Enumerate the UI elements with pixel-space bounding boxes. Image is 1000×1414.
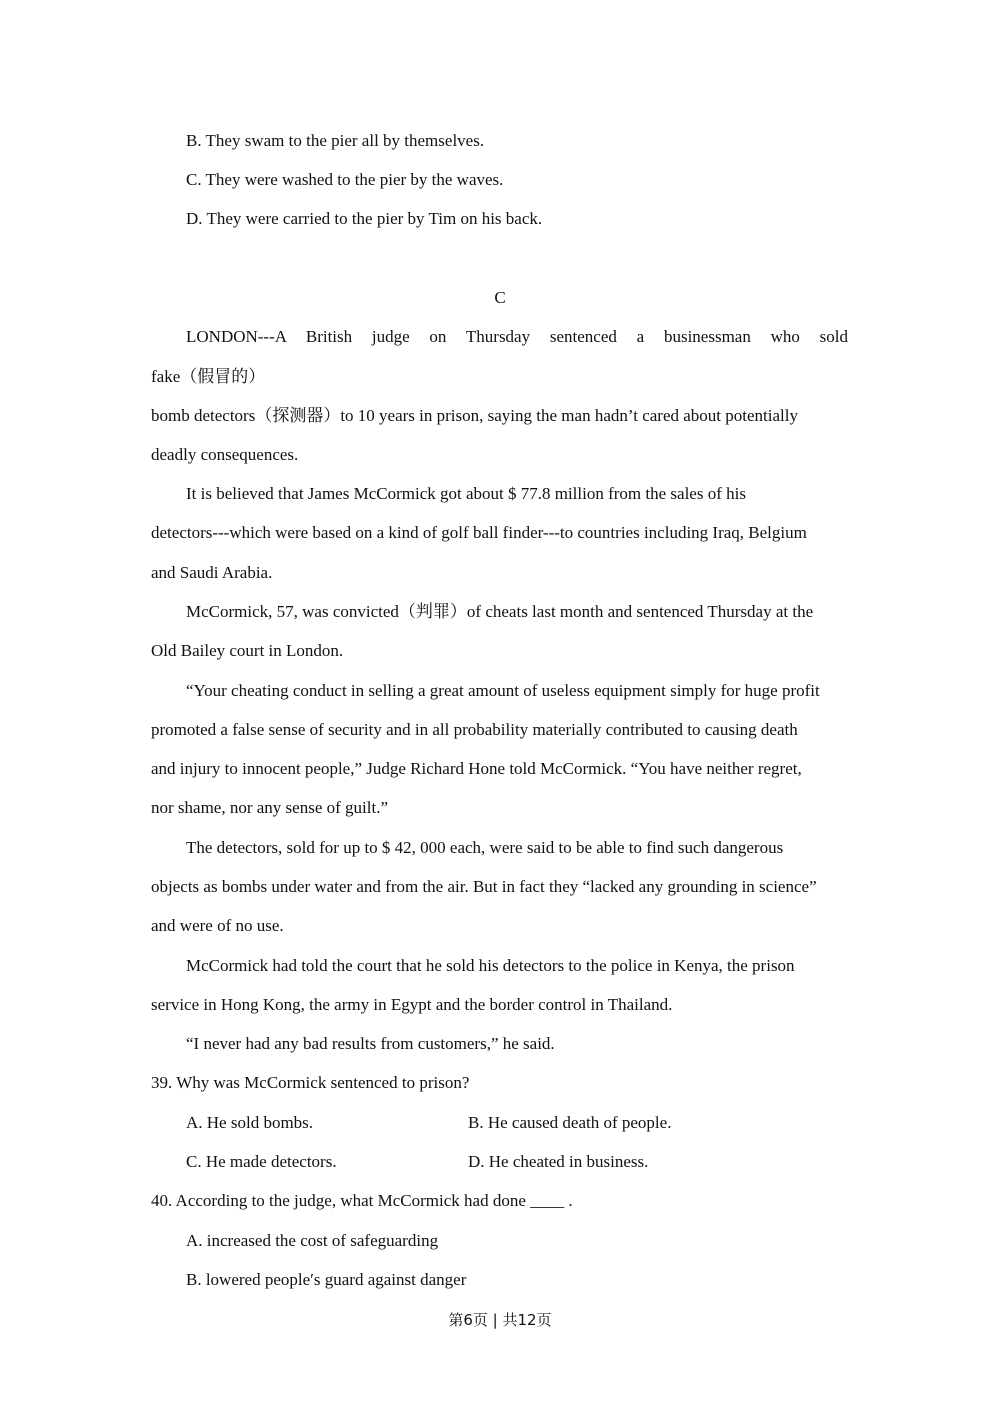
passage-p2-line1: It is believed that James McCormick got about $ 77.8 million from the sales of his bbox=[186, 484, 746, 503]
passage-p6-line2: service in Hong Kong, the army in Egypt and the border control in Thailand. bbox=[151, 995, 673, 1014]
q39-option-a: A. He sold bombs. bbox=[186, 1113, 314, 1132]
q38-option-b: B. They swam to the pier all by themselves. bbox=[186, 131, 485, 150]
q39-option-b: B. He caused death of people. bbox=[468, 1113, 672, 1132]
passage-p5-line2: objects as bombs under water and from the air. But in fact they “lacked any grounding in science” bbox=[151, 877, 817, 896]
q38-option-d: D. They were carried to the pier by Tim on his back. bbox=[186, 209, 543, 228]
passage-p4-line3: and injury to innocent people,” Judge Richard Hone told McCormick. “You have neither regret, bbox=[151, 759, 802, 778]
passage-p2-line2: detectors---which were based on a kind of golf ball finder---to countries including Iraq, Belgium bbox=[151, 523, 807, 542]
q39-stem: 39. Why was McCormick sentenced to prison? bbox=[151, 1073, 470, 1092]
passage-p2-line3: and Saudi Arabia. bbox=[151, 563, 273, 582]
passage-p4-line1: “Your cheating conduct in selling a great amount of useless equipment simply for huge profit bbox=[186, 681, 820, 700]
q40-option-b: B. lowered people′s guard against danger bbox=[186, 1270, 467, 1289]
q39-option-d: D. He cheated in business. bbox=[468, 1152, 649, 1171]
passage-p5-line3: and were of no use. bbox=[151, 916, 284, 935]
section-label: C bbox=[494, 288, 506, 307]
q40-stem: 40. According to the judge, what McCormick had done ____ . bbox=[151, 1191, 573, 1210]
passage-p4-line4: nor shame, nor any sense of guilt.” bbox=[151, 798, 388, 817]
passage-p3-line2: Old Bailey court in London. bbox=[151, 641, 344, 660]
passage-p1-line2: fake（假冒的） bbox=[151, 367, 266, 386]
q38-option-c: C. They were washed to the pier by the waves. bbox=[186, 170, 504, 189]
passage-p6-line1: McCormick had told the court that he sold his detectors to the police in Kenya, the prison bbox=[186, 956, 795, 975]
passage-p1-line3: bomb detectors（探测器）to 10 years in prison, saying the man hadn’t cared about potentially bbox=[151, 406, 798, 425]
passage-p7-line1: “I never had any bad results from customers,” he said. bbox=[186, 1034, 555, 1053]
q39-option-c: C. He made detectors. bbox=[186, 1152, 337, 1171]
passage-p5-line1: The detectors, sold for up to $ 42, 000 each, were said to be able to find such dangerous bbox=[186, 838, 784, 857]
passage-p3-line1: McCormick, 57, was convicted（判罪）of cheats last month and sentenced Thursday at the bbox=[186, 602, 814, 621]
q40-option-a: A. increased the cost of safeguarding bbox=[186, 1231, 439, 1250]
passage-p1-line4: deadly consequences. bbox=[151, 445, 299, 464]
passage-p4-line2: promoted a false sense of security and in all probability materially contributed to causing death bbox=[151, 720, 798, 739]
page-footer: 第6页 | 共12页 bbox=[448, 1311, 552, 1329]
passage-p1-line1: LONDON---A British judge on Thursday sentenced a businessman who sold bbox=[186, 327, 848, 346]
